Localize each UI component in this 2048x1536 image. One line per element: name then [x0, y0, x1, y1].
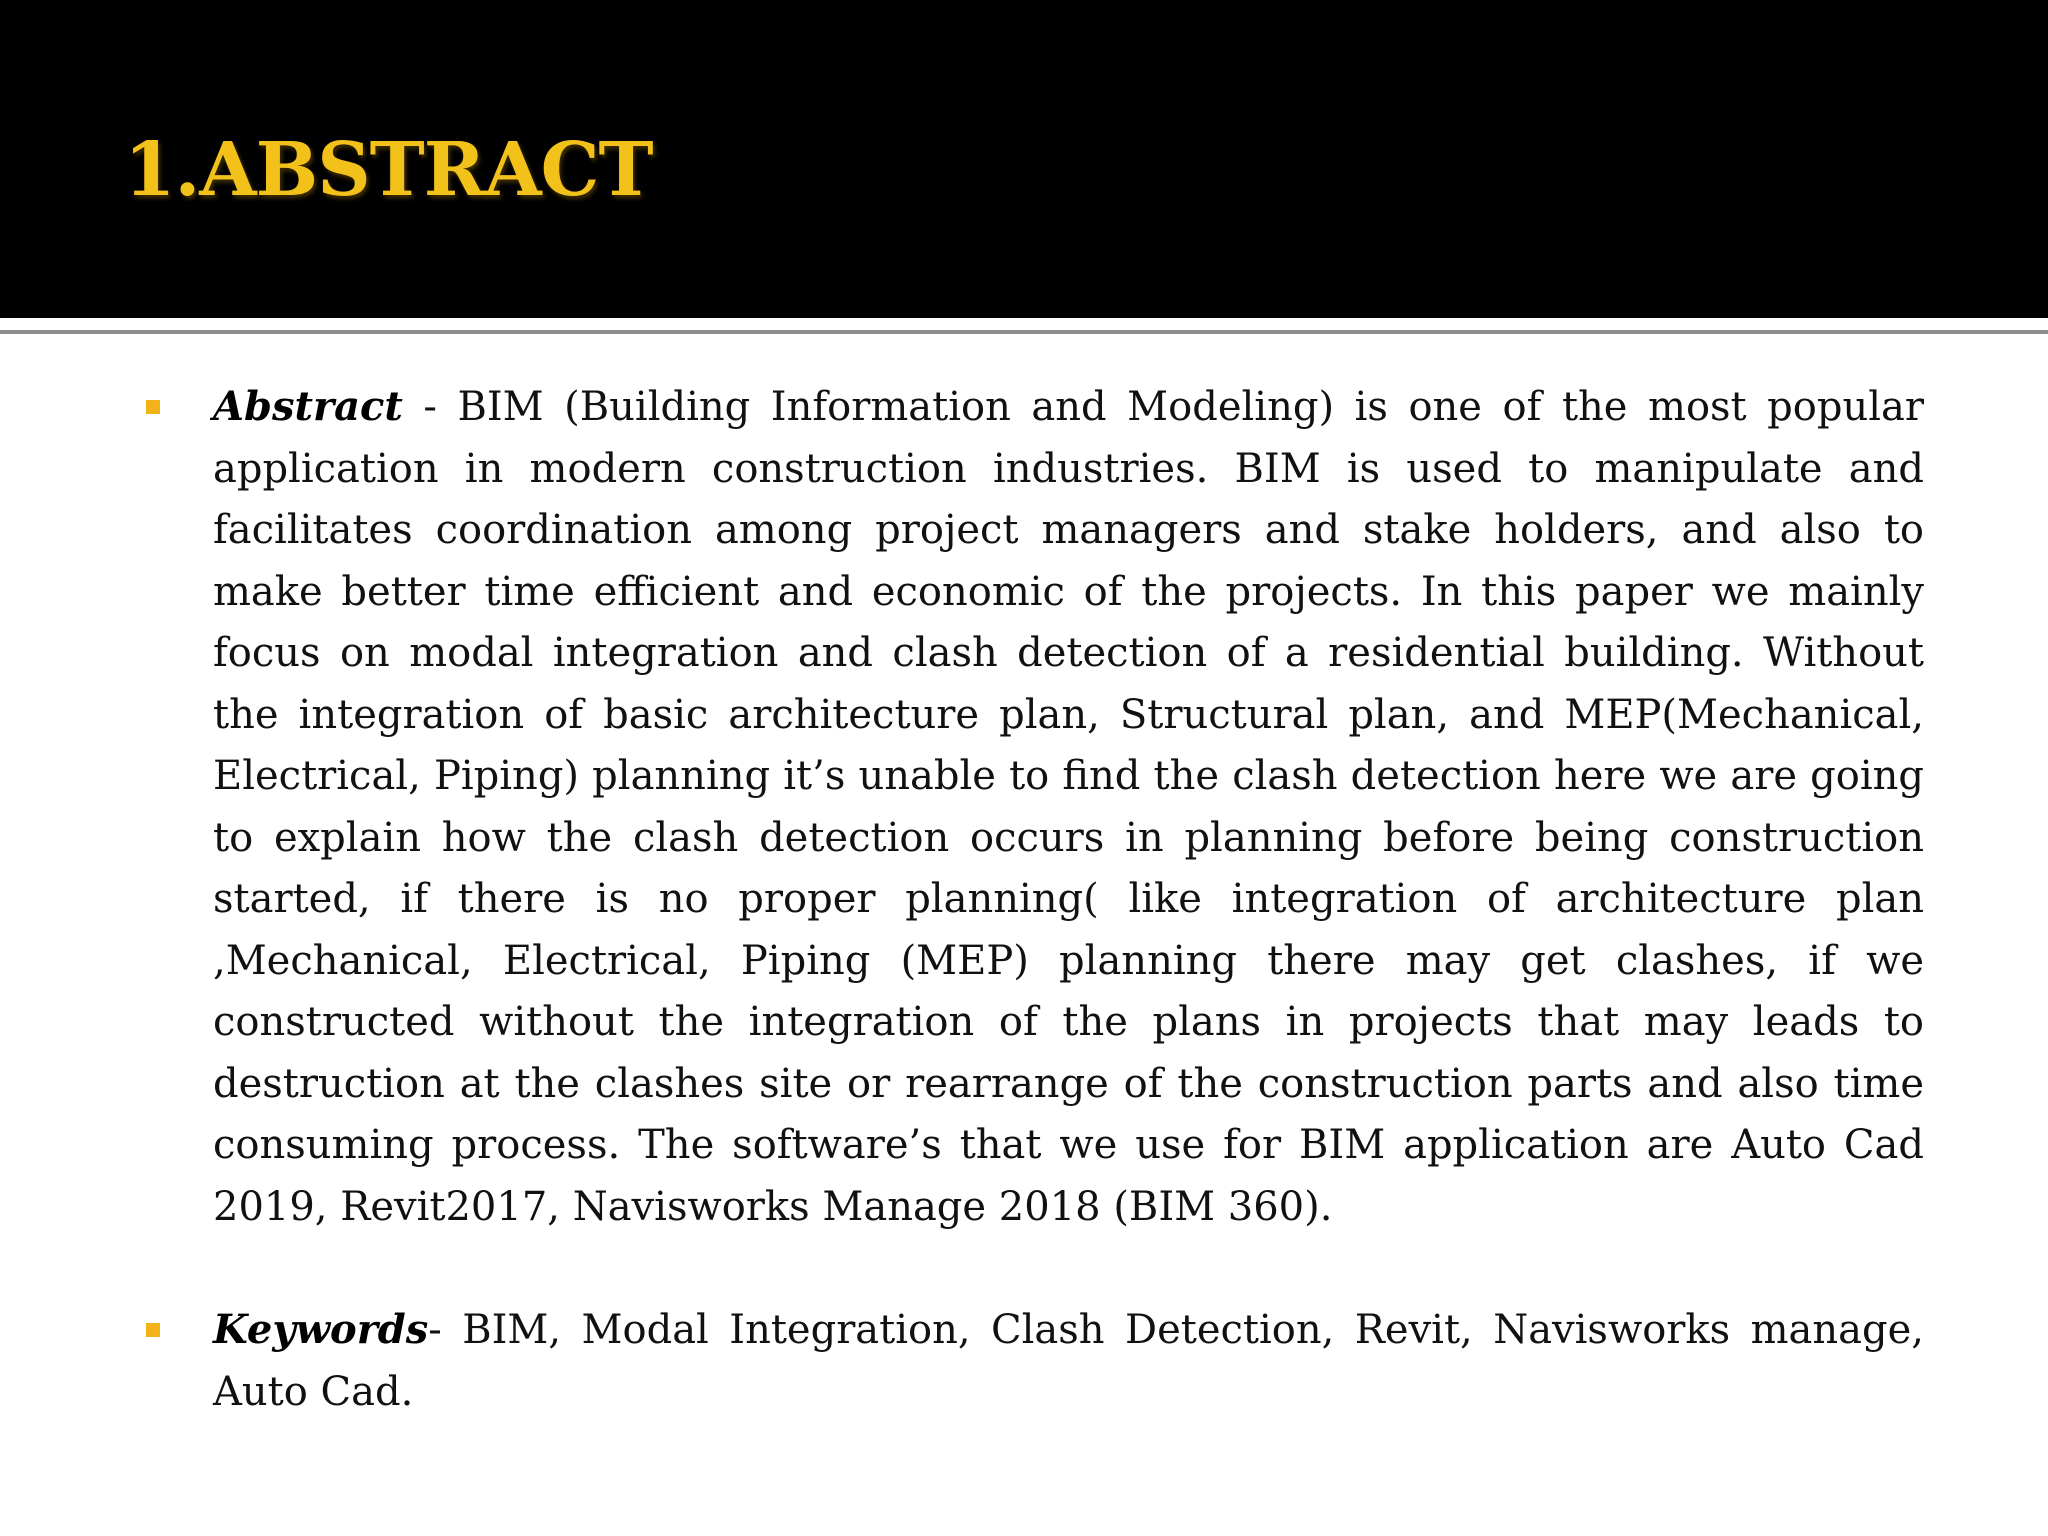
abstract-text: - BIM (Building Information and Modeling) is one of the most popular application in modern construction industries. BIM is used to manipulate and facilitates coordination among project managers and stake holders, and also to make better time efficient and economic of the projects. In this paper we mainly focus on modal integration and clash detection of a residential building. Without the integration of basic architecture plan, Structural plan, and MEP(Mechanical, Electrical, Piping) planning it’s unable to find the clash detection here we are going to explain how the clash detection occurs in planning before being construction started, if there is no proper planning( like integration of architecture plan ,Mechanical, Electrical, Piping (MEP) planning there may get clashes, if we constructed without the integration of the plans in projects that may leads to destruction at the clashes site or rearrange of the construction parts and also time consuming process. The software’s that we use for BIM application are Auto Cad 2019, Revit2017, Navisworks Manage 2018 (BIM 360). — [213, 384, 1924, 1230]
keywords-text: - BIM, Modal Integration, Clash Detection, Revit, Navisworks manage, Auto Cad. — [213, 1307, 1924, 1415]
keywords-label: Keywords — [213, 1306, 429, 1353]
abstract-label: Abstract — [213, 383, 403, 430]
title-band — [0, 0, 2048, 318]
header-divider-gray — [0, 330, 2048, 334]
bullet-abstract — [140, 376, 1924, 1238]
slide-title: 1.ABSTRACT — [124, 127, 653, 213]
square-bullet-icon — [146, 400, 160, 414]
square-bullet-icon — [146, 1323, 160, 1337]
bullet-keywords — [140, 1299, 1924, 1423]
header-divider-white — [0, 318, 2048, 323]
bullet-list — [140, 376, 1924, 1423]
